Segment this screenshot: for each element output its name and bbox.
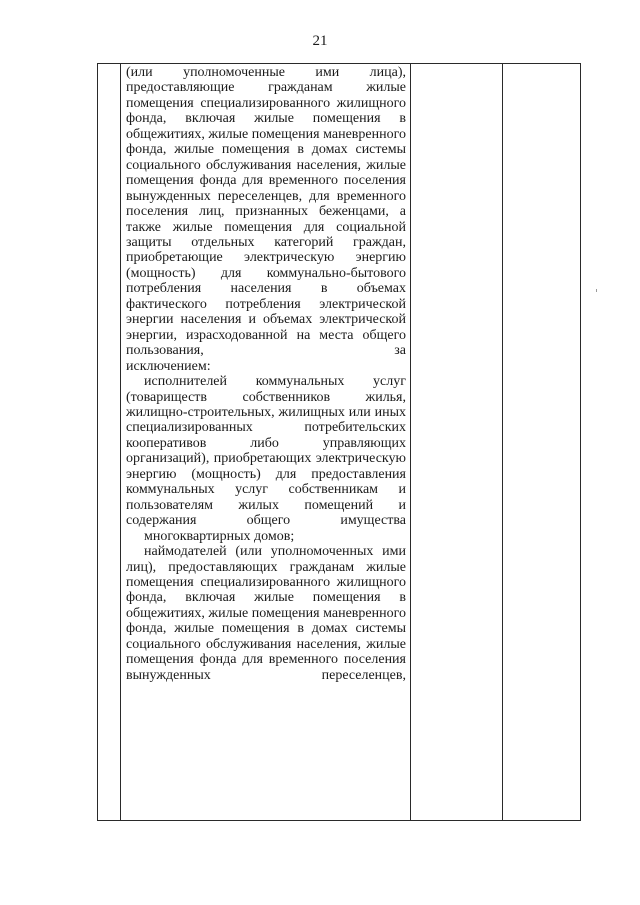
document-table — [97, 63, 581, 821]
paragraph-landlords-excluded — [126, 544, 406, 683]
table-row — [98, 64, 581, 821]
page-number: 21 — [312, 33, 328, 49]
paragraph-text: исполнителей коммунальных услуг (товариществ собственников жилья, жилищно-строительных, жилищных или иных специализированных потребительских кооперативов либо управляющих организаций), приобретающих электрическую энергию (мощность) для предоставления коммунальных услуг собственникам и пользователям жилых помещений и содержания общего имущества — [126, 374, 406, 529]
paragraph-last-line: многоквартирных домов; — [144, 528, 295, 544]
table-cell-empty-1 — [411, 64, 503, 821]
scan-artifact-mark — [596, 289, 597, 292]
table-cell-empty-2 — [503, 64, 581, 821]
paragraph-last-line: исключением: — [126, 358, 211, 374]
paragraph-text: наймодателей (или уполномоченных ими лиц), предоставляющих гражданам жилые помещения специализированного жилищного фонда, включая жилые помещения в общежитиях, жилые помещения маневренного фонда, жилые помещения в домах системы социального обслуживания населения, жилые помещения фонда для временного поселения вынужденных переселенцев, — [126, 544, 406, 683]
table-cell-number — [98, 64, 121, 821]
table-cell-description — [121, 64, 411, 821]
paragraph-landlords-purchasers — [126, 65, 406, 374]
paragraph-text: (или уполномоченные ими лица), предоставляющие гражданам жилые помещения специализированного жилищного фонда, включая жилые помещения в общежитиях, жилые помещения маневренного фонда, жилые помещения в домах системы социального обслуживания населения, жилые помещения фонда для временного поселения вынужденных переселенцев, для временного поселения лиц, признанных беженцами, а также жилые помещения для социальной защиты отдельных категорий граждан, приобретающие электрическую энергию (мощность) для коммунально-бытового потребления населения в объемах фактического потребления электрической энергии населения и объемах электрической энергии, израсходованной на места общего пользования, за — [126, 65, 406, 359]
paragraph-utility-providers — [126, 374, 406, 544]
